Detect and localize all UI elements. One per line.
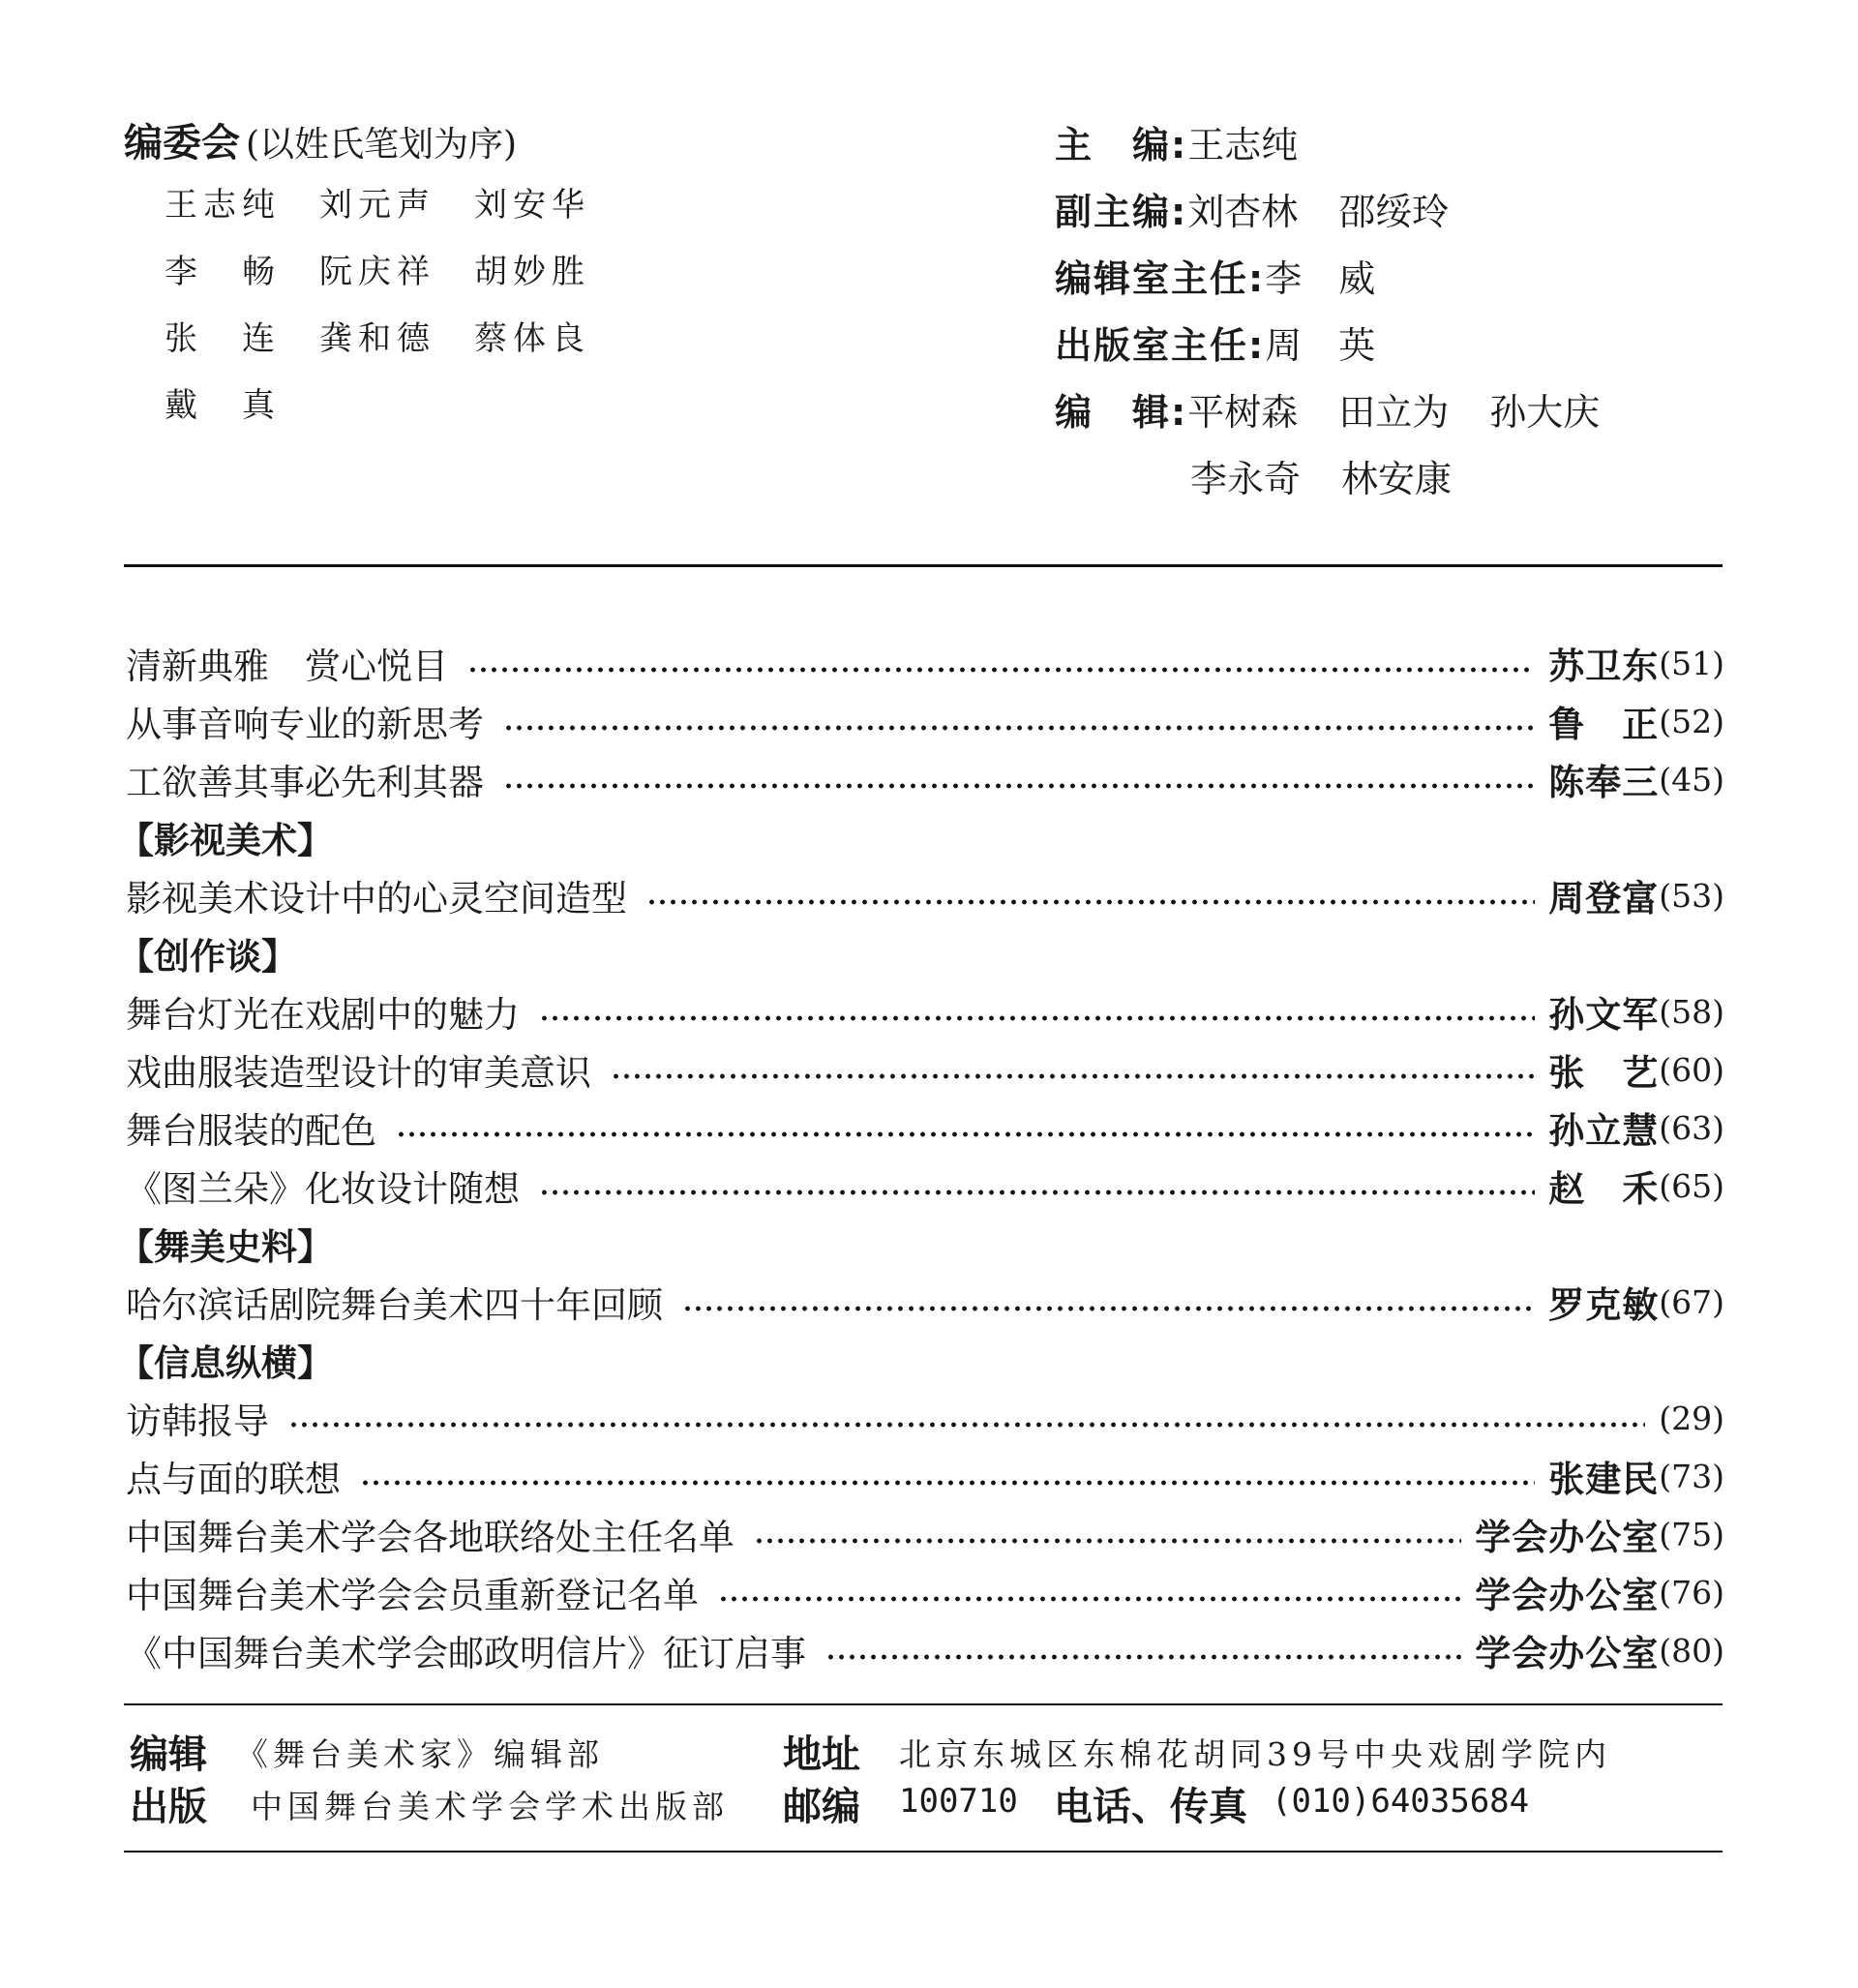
- publishing-office-label: 出版室主任:: [1055, 324, 1266, 367]
- toc-entry: [126, 634, 1724, 692]
- toc-entry-page: (53): [1659, 876, 1724, 915]
- toc-entry-page: (67): [1659, 1282, 1724, 1321]
- editors-label: 编 辑:: [1055, 391, 1188, 434]
- board-member: 胡妙胜: [474, 253, 590, 291]
- toc-section-heading: 【舞美史料】: [118, 1226, 333, 1268]
- toc-entry-page: (51): [1659, 644, 1724, 682]
- toc-leader-dots: [754, 1537, 1461, 1545]
- board-row: [165, 382, 629, 449]
- toc-entry: [126, 1447, 1724, 1505]
- publishing-office-row: [1055, 309, 1752, 376]
- address-value: 北京东城区东棉花胡同39号中央戏剧学院内: [899, 1735, 1611, 1773]
- toc-entry-title: 点与面的联想: [126, 1459, 341, 1500]
- toc-entry-title: 中国舞台美术学会会员重新登记名单: [126, 1575, 699, 1616]
- toc-entry: [126, 1389, 1724, 1447]
- table-of-contents: [118, 634, 1724, 1679]
- toc-entry: [126, 1273, 1724, 1331]
- board-title: 编委会: [124, 121, 240, 166]
- toc-entry-page: (29): [1659, 1399, 1724, 1437]
- footer-top-divider: [124, 1703, 1723, 1705]
- toc-entry: [126, 1157, 1724, 1215]
- toc-section-heading: 【信息纵横】: [118, 1342, 333, 1384]
- toc-leader-dots: [396, 1130, 1535, 1138]
- toc-entry-title: 清新典雅 赏心悦目: [126, 646, 448, 687]
- toc-entry: [126, 1621, 1724, 1679]
- board-member: 戴 真: [165, 386, 281, 425]
- toc-entry: [126, 866, 1724, 924]
- toc-entry-title: 工欲善其事必先利其器: [126, 762, 484, 803]
- editorial-office-name: 李 威: [1265, 257, 1376, 300]
- toc-leader-dots: [682, 1305, 1535, 1312]
- board-member: 阮庆祥: [319, 253, 435, 291]
- toc-leader-dots: [539, 1189, 1535, 1196]
- toc-entry-page: (60): [1659, 1050, 1724, 1089]
- board-member: 王志纯: [165, 186, 281, 225]
- toc-leader-dots: [539, 1014, 1535, 1022]
- editor-label: 编辑: [130, 1732, 207, 1777]
- toc-entry-author: 罗克敏: [1548, 1284, 1660, 1326]
- toc-entry-author: 学会办公室: [1475, 1575, 1660, 1616]
- toc-leader-dots: [360, 1479, 1535, 1487]
- footer-bottom-divider: [124, 1851, 1723, 1852]
- toc-entry-author: 张 艺: [1548, 1052, 1660, 1094]
- toc-entry-title: 舞台灯光在戏剧中的魅力: [126, 994, 520, 1036]
- board-note: (以姓氏笔划为序): [246, 125, 518, 165]
- toc-entry-title: 从事音响专业的新思考: [126, 704, 484, 745]
- footer-line-2: [130, 1776, 1726, 1830]
- toc-entry-page: (76): [1659, 1573, 1724, 1611]
- toc-entry-title: 影视美术设计中的心灵空间造型: [126, 878, 627, 919]
- publisher-label: 出版: [130, 1785, 207, 1829]
- editorial-office-label: 编辑室主任:: [1055, 257, 1266, 300]
- toc-entry-page: (75): [1659, 1515, 1724, 1553]
- footer-line-1: [130, 1724, 1726, 1778]
- toc-entry-author: 鲁 正: [1548, 704, 1660, 745]
- toc-entry-author: 孙立慧: [1548, 1110, 1660, 1152]
- board-row: [165, 182, 629, 249]
- address-label: 地址: [783, 1732, 860, 1777]
- chief-editor-name: 王志纯: [1187, 124, 1299, 166]
- phone-value: (010)64035684: [1272, 1782, 1530, 1821]
- toc-entry-title: 访韩报导: [126, 1401, 269, 1442]
- toc-leader-dots: [467, 666, 1535, 674]
- toc-entry: [126, 750, 1724, 808]
- toc-entry-page: (63): [1659, 1108, 1724, 1147]
- editor-name: 李永奇: [1190, 458, 1302, 500]
- toc-entry-title: 《中国舞台美术学会邮政明信片》征订启事: [126, 1633, 806, 1674]
- board-member: 刘安华: [474, 186, 590, 225]
- board-member: 李 畅: [165, 253, 281, 291]
- editorial-board-heading: [124, 116, 517, 172]
- toc-entry: [126, 1040, 1724, 1099]
- toc-entry-page: (52): [1659, 702, 1724, 740]
- chief-editor-label: 主 编:: [1055, 124, 1188, 166]
- toc-leader-dots: [825, 1653, 1461, 1661]
- toc-section-heading: 【创作谈】: [118, 936, 297, 978]
- toc-entry-page: (80): [1659, 1631, 1724, 1670]
- top-divider: [124, 564, 1723, 567]
- board-row: [165, 316, 629, 382]
- toc-entry-title: 中国舞台美术学会各地联络处主任名单: [126, 1517, 734, 1558]
- deputy-editor-label: 副主编:: [1055, 191, 1188, 233]
- editor-value: 《舞台美术家》编辑部: [236, 1735, 604, 1773]
- deputy-editor-name: 邵绥玲: [1338, 191, 1450, 233]
- toc-entry-author: 学会办公室: [1475, 1633, 1660, 1674]
- toc-entry-title: 舞台服装的配色: [126, 1110, 376, 1152]
- toc-entry-page: (65): [1659, 1166, 1724, 1205]
- postcode-label: 邮编: [783, 1785, 860, 1829]
- publisher-value: 中国舞台美术学会学术出版部: [251, 1788, 729, 1825]
- board-members: [165, 182, 629, 449]
- editors-row: [1055, 376, 1752, 442]
- toc-section-heading: 【影视美术】: [118, 820, 333, 861]
- toc-leader-dots: [646, 898, 1535, 906]
- toc-entry: [126, 692, 1724, 750]
- toc-leader-dots: [288, 1421, 1645, 1429]
- toc-leader-dots: [718, 1595, 1461, 1603]
- toc-entry-page: (58): [1659, 992, 1724, 1031]
- editors-row-continued: [1055, 442, 1752, 509]
- deputy-editor-name: 刘杏林: [1187, 191, 1299, 233]
- editor-name: 孙大庆: [1489, 391, 1601, 434]
- editor-name: 林安康: [1341, 458, 1453, 500]
- toc-entry-title: 《图兰朵》化妆设计随想: [126, 1168, 520, 1210]
- publishing-office-name: 周 英: [1265, 324, 1376, 367]
- toc-entry-author: 苏卫东: [1548, 646, 1660, 687]
- toc-entry-page: (45): [1659, 760, 1724, 798]
- toc-entry-author: 周登富: [1548, 878, 1660, 919]
- toc-entry-author: 赵 禾: [1548, 1168, 1660, 1210]
- board-member: 刘元声: [319, 186, 435, 225]
- toc-entry: [126, 1563, 1724, 1621]
- postcode-value: 100710: [899, 1782, 1018, 1821]
- editor-name: 平树森: [1187, 391, 1299, 434]
- board-row: [165, 249, 629, 316]
- toc-entry-title: 哈尔滨话剧院舞台美术四十年回顾: [126, 1284, 663, 1326]
- chief-editor-row: [1055, 108, 1752, 175]
- board-member: 蔡体良: [474, 319, 590, 358]
- toc-entry-author: 孙文军: [1548, 994, 1660, 1036]
- board-member: 张 连: [165, 319, 281, 358]
- toc-entry: [126, 1505, 1724, 1563]
- toc-entry: [126, 1099, 1724, 1157]
- editorial-office-row: [1055, 242, 1752, 309]
- toc-entry-title: 戏曲服装造型设计的审美意识: [126, 1052, 591, 1094]
- toc-entry-author: 学会办公室: [1475, 1517, 1660, 1558]
- toc-entry-author: 张建民: [1548, 1459, 1660, 1500]
- toc-leader-dots: [503, 724, 1535, 732]
- toc-leader-dots: [611, 1072, 1535, 1080]
- toc-entry-author: 陈奉三: [1548, 762, 1660, 803]
- toc-entry: [126, 982, 1724, 1040]
- phone-label: 电话、传真: [1054, 1785, 1247, 1829]
- board-member: 龚和德: [319, 319, 435, 358]
- deputy-editor-row: [1055, 175, 1752, 242]
- toc-leader-dots: [503, 782, 1535, 790]
- toc-entry-page: (73): [1659, 1457, 1724, 1495]
- masthead: [1055, 108, 1752, 509]
- editor-name: 田立为: [1338, 391, 1450, 434]
